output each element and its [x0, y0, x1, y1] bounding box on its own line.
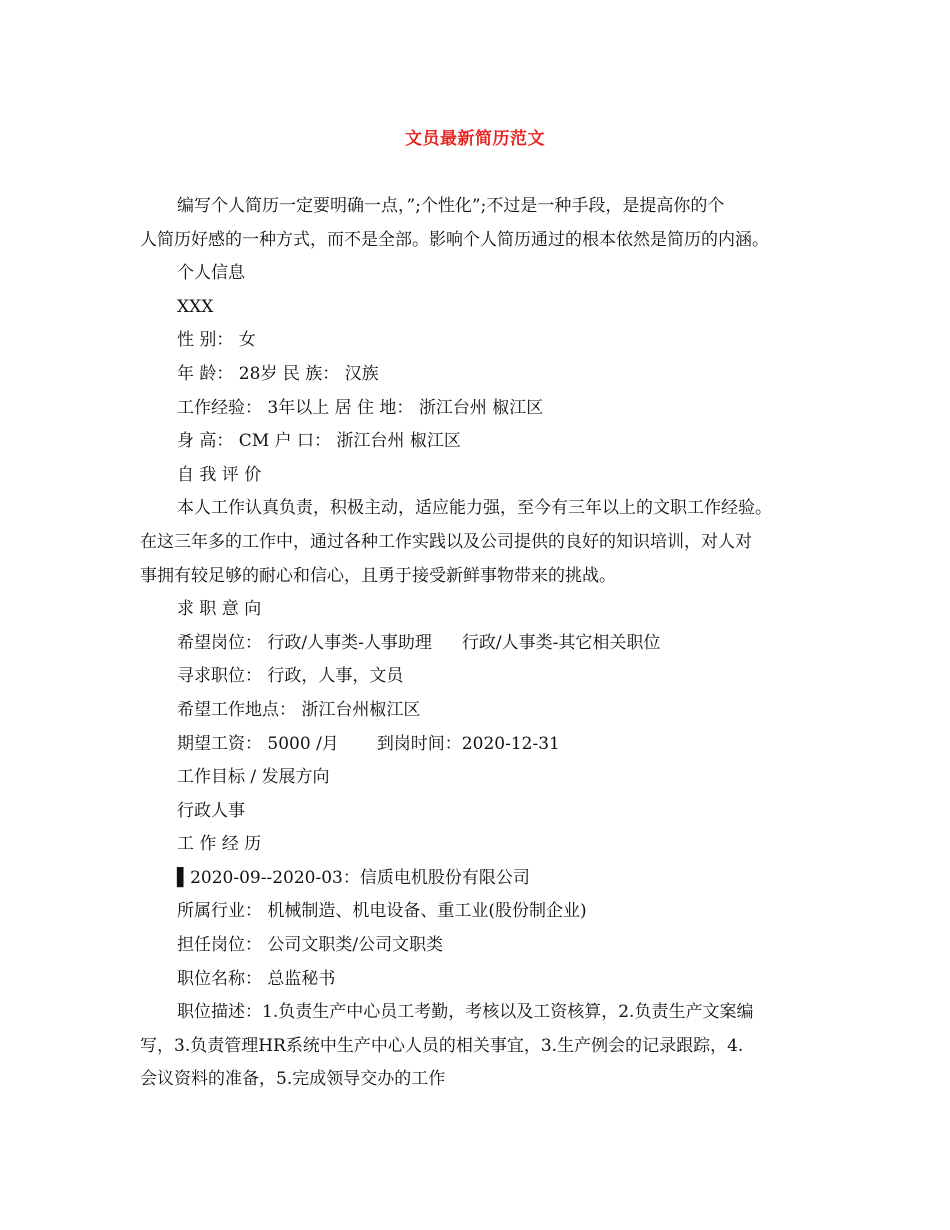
industry-field: 所属行业： 机械制造、机电设备、重工业(股份制企业) — [177, 901, 587, 922]
job-description-line-1: 职位描述：1.负责生产中心员工考勤，考核以及工资核算，2.负责生产文案编 — [177, 1002, 754, 1023]
desired-position-field — [140, 627, 820, 661]
salary-availability-field — [140, 728, 820, 762]
intro-paragraph-line-1: 编写个人简历一定要明确一点，”;个性化”;不过是一种手段，是提高你的个 — [177, 196, 725, 216]
intro-paragraph-line-2: 人简历好感的一种方式，而不是全部。影响个人简历通过的根本依然是简历的内涵。 — [140, 229, 769, 250]
self-evaluation-line-2: 在这三年多的工作中，通过各种工作实践以及公司提供的良好的知识培训，对人对 — [140, 531, 752, 552]
career-goal-value: 行政人事 — [177, 800, 245, 821]
experience-residence-field: 工作经验： 3年以上 居 住 地： 浙江台州 椒江区 — [177, 397, 544, 418]
age-ethnicity-field: 年 龄： 28岁 民 族： 汉族 — [177, 363, 379, 384]
desired-location-field: 希望工作地点： 浙江台州椒江区 — [177, 699, 421, 720]
job-sought-field: 寻求职位： 行政，人事，文员 — [177, 666, 404, 687]
height-hukou-field: 身 高： CM 户 口： 浙江台州 椒江区 — [177, 431, 461, 452]
self-evaluation-line-1: 本人工作认真负责，积极主动，适应能力强，至今有三年以上的文职工作经验。 — [177, 498, 772, 519]
section-heading-self-evaluation: 自 我 评 价 — [177, 464, 262, 485]
document-body — [140, 190, 820, 1097]
section-heading-career-goal: 工作目标 / 发展方向 — [177, 767, 330, 788]
gender-field: 性 别： 女 — [177, 330, 256, 351]
section-heading-work-experience: 工 作 经 历 — [177, 834, 262, 855]
desired-position-secondary: 行政/人事类-其它相关职位 — [461, 632, 661, 653]
role-field: 担任岗位： 公司文职类/公司文职类 — [177, 935, 444, 956]
job-description-line-2: 写，3.负责管理HR系统中生产中心人员的相关事宜，3.生产例会的记录跟踪，4. — [140, 1035, 744, 1056]
job-title-field: 职位名称： 总监秘书 — [177, 968, 336, 989]
self-evaluation-line-3: 事拥有较足够的耐心和信心，且勇于接受新鲜事物带来的挑战。 — [140, 565, 616, 586]
name-field: XXX — [177, 296, 214, 317]
job-entry-header: ▌2020-09--2020-03：信质电机股份有限公司 — [177, 867, 530, 888]
section-heading-job-intention: 求 职 意 向 — [177, 599, 262, 620]
job-description-line-3: 会议资料的准备，5.完成领导交办的工作 — [140, 1069, 446, 1090]
document-title: 文员最新简历范文 — [405, 129, 545, 149]
expected-salary: 期望工资： 5000 /月 — [177, 733, 339, 754]
start-date: 到岗时间：2020-12-31 — [376, 733, 560, 754]
section-heading-personal-info: 个人信息 — [177, 263, 245, 284]
desired-position-primary: 希望岗位： 行政/人事类-人事助理 — [177, 632, 432, 653]
